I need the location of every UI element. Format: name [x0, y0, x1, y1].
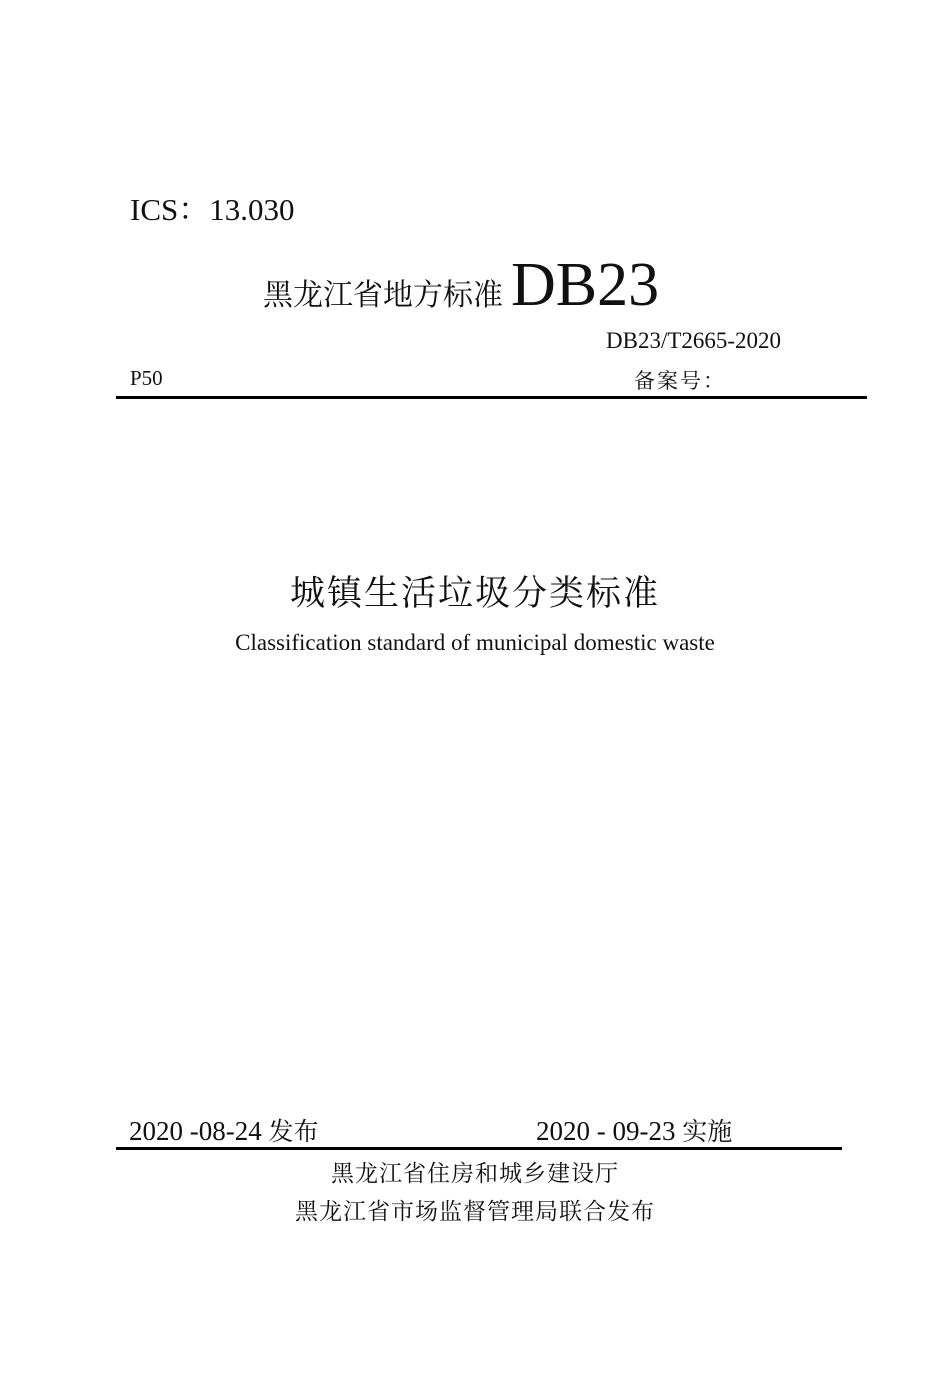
bottom-divider [116, 1147, 842, 1150]
document-title-english: Classification standard of municipal domestic waste [235, 630, 715, 655]
publish-label: 发布 [268, 1117, 319, 1146]
record-number-label: 备案号： [634, 369, 726, 393]
standard-code: DB23 [511, 251, 660, 319]
category-code: P50 [130, 366, 163, 390]
standard-number: DB23/T2665-2020 [606, 328, 782, 353]
standard-name: 黑龙江省地方标准 [263, 278, 503, 313]
document-title-chinese: 城镇生活垃圾分类标准 [289, 574, 660, 614]
implement-label: 实施 [682, 1117, 733, 1146]
implement-date-line [536, 1112, 732, 1148]
publish-date-line [129, 1112, 319, 1148]
implement-date: 2020 - 09-23 [536, 1116, 676, 1146]
publish-date: 2020 -08-24 [129, 1116, 262, 1146]
standard-heading [263, 251, 660, 319]
issuer-line-1: 黑龙江省住房和城乡建设厅 [331, 1161, 619, 1187]
top-divider [116, 396, 867, 399]
issuer-line-2: 黑龙江省市场监督管理局联合发布 [295, 1199, 655, 1225]
ics-code: ICS：13.030 [130, 192, 295, 227]
